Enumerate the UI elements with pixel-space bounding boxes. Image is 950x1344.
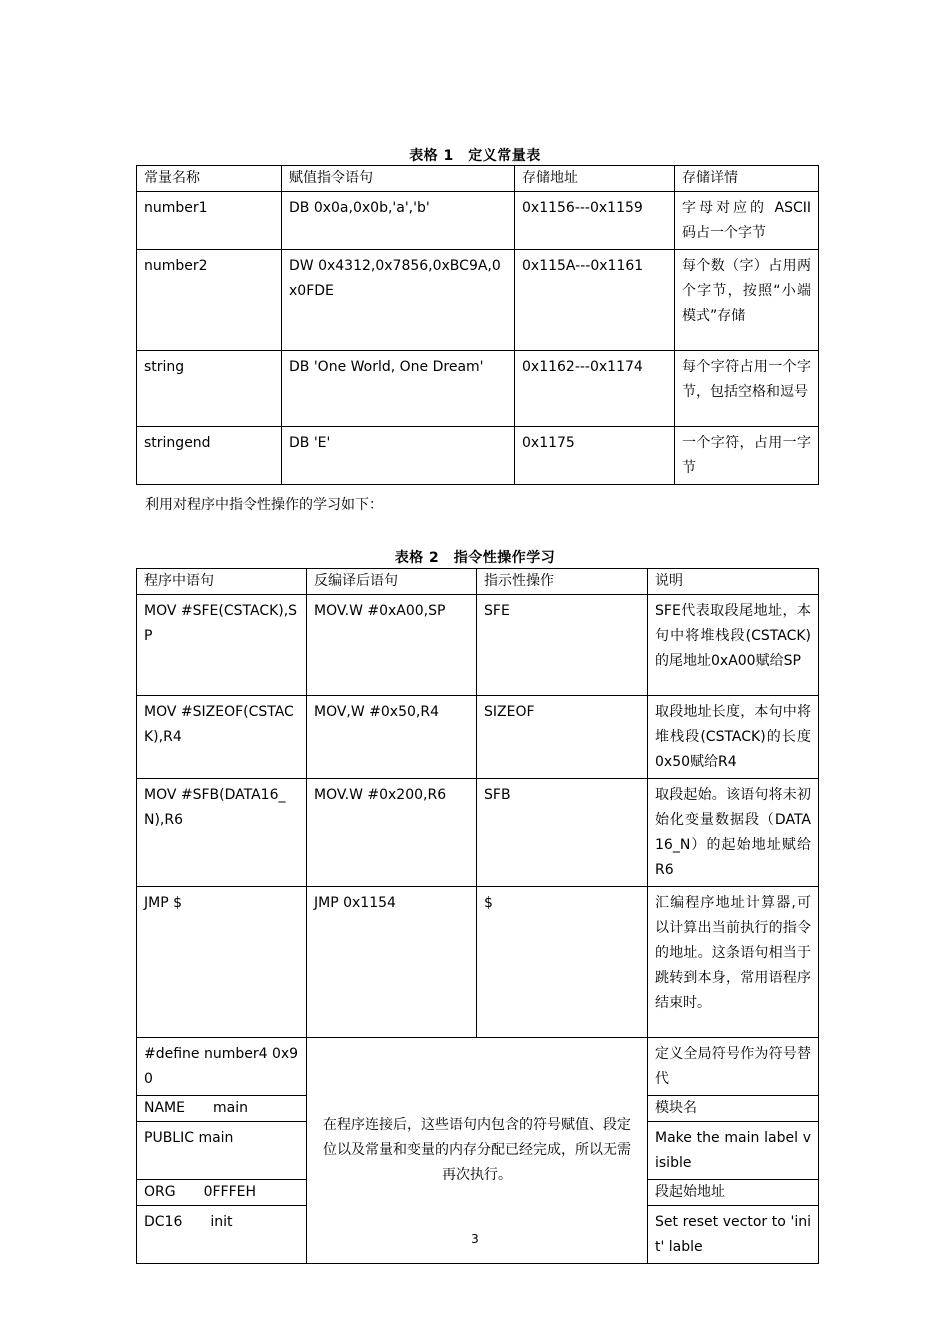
table-cell: SIZEOF: [477, 696, 648, 779]
table-cell: DB 'E': [282, 427, 515, 485]
table-cell: 模块名: [648, 1096, 819, 1122]
table-cell: Make the main label visible: [648, 1122, 819, 1180]
header-cell: 存储地址: [515, 166, 675, 192]
table-cell: MOV #SIZEOF(CSTACK),R4: [137, 696, 307, 779]
table-cell: 0x115A---0x1161: [515, 250, 675, 351]
table-row: [137, 595, 819, 696]
table-cell: SFB: [477, 779, 648, 887]
table1-caption: 表格 1 定义常量表: [409, 148, 541, 164]
table-cell: 取段地址长度，本句中将堆栈段(CSTACK)的长度0x50赋给R4: [648, 696, 819, 779]
table-cell: DW 0x4312,0x7856,0xBC9A,0x0FDE: [282, 250, 515, 351]
table-cell: 定义全局符号作为符号替代: [648, 1038, 819, 1096]
table-cell: DC16 init: [137, 1206, 307, 1264]
table-cell: JMP $: [137, 887, 307, 1038]
table-cell: NAME main: [137, 1096, 307, 1122]
table-header-row: [137, 569, 819, 595]
table-cell: 0x1162---0x1174: [515, 351, 675, 427]
table-cell: DB 'One World, One Dream': [282, 351, 515, 427]
table-row: [137, 779, 819, 887]
header-cell: 程序中语句: [137, 569, 307, 595]
table-cell: 汇编程序地址计算器,可以计算出当前执行的指令的地址。这条语句相当于跳转到本身，常用语程序结束时。: [648, 887, 819, 1038]
table-row: [137, 427, 819, 485]
table-cell: number2: [137, 250, 282, 351]
header-cell: 反编译后语句: [307, 569, 477, 595]
table-cell: 每个数（字）占用两个字节，按照“小端模式”存储: [675, 250, 819, 351]
directives-table: [136, 568, 819, 1264]
table-cell: SFE: [477, 595, 648, 696]
header-cell: 说明: [648, 569, 819, 595]
table-cell: MOV.W #0xA00,SP: [307, 595, 477, 696]
table-header-row: [137, 166, 819, 192]
header-cell: 指示性操作: [477, 569, 648, 595]
table-cell: 每个字符占用一个字节，包括空格和逗号: [675, 351, 819, 427]
table-cell: string: [137, 351, 282, 427]
table-cell: stringend: [137, 427, 282, 485]
table-cell: DB 0x0a,0x0b,'a','b': [282, 192, 515, 250]
table-row: [137, 351, 819, 427]
table-cell: PUBLIC main: [137, 1122, 307, 1180]
table-row: [137, 1038, 819, 1096]
page-number: 3: [471, 1232, 479, 1246]
header-cell: 赋值指令语句: [282, 166, 515, 192]
table-cell: ORG 0FFFEH: [137, 1180, 307, 1206]
table-row: [137, 192, 819, 250]
merged-note-cell: 在程序连接后，这些语句内包含的符号赋值、段定位以及常量和变量的内存分配已经完成，所以无需再次执行。: [307, 1038, 648, 1264]
table-cell: number1: [137, 192, 282, 250]
body-paragraph: 利用对程序中指令性操作的学习如下：: [145, 497, 383, 513]
table-cell: 0x1175: [515, 427, 675, 485]
table-cell: 一个字符，占用一字节: [675, 427, 819, 485]
table-cell: SFE代表取段尾地址，本句中将堆栈段(CSTACK)的尾地址0xA00赋给SP: [648, 595, 819, 696]
table-cell: 取段起始。该语句将未初始化变量数据段（DATA16_N）的起始地址赋给R6: [648, 779, 819, 887]
header-cell: 存储详情: [675, 166, 819, 192]
table-cell: 字母对应的 ASCII 码占一个字节: [675, 192, 819, 250]
table-row: [137, 696, 819, 779]
table-cell: 0x1156---0x1159: [515, 192, 675, 250]
table2-caption: 表格 2 指令性操作学习: [394, 550, 556, 566]
table-cell: JMP 0x1154: [307, 887, 477, 1038]
table-cell: MOV.W #0x200,R6: [307, 779, 477, 887]
constants-table: [136, 165, 819, 485]
header-cell: 常量名称: [137, 166, 282, 192]
table-cell: MOV,W #0x50,R4: [307, 696, 477, 779]
table-cell: $: [477, 887, 648, 1038]
table-row: [137, 250, 819, 351]
table-cell: MOV #SFB(DATA16_N),R6: [137, 779, 307, 887]
table-cell: Set reset vector to 'init' lable: [648, 1206, 819, 1264]
table-cell: MOV #SFE(CSTACK),SP: [137, 595, 307, 696]
table-cell: 段起始地址: [648, 1180, 819, 1206]
table-row: [137, 887, 819, 1038]
table-cell: #define number4 0x90: [137, 1038, 307, 1096]
